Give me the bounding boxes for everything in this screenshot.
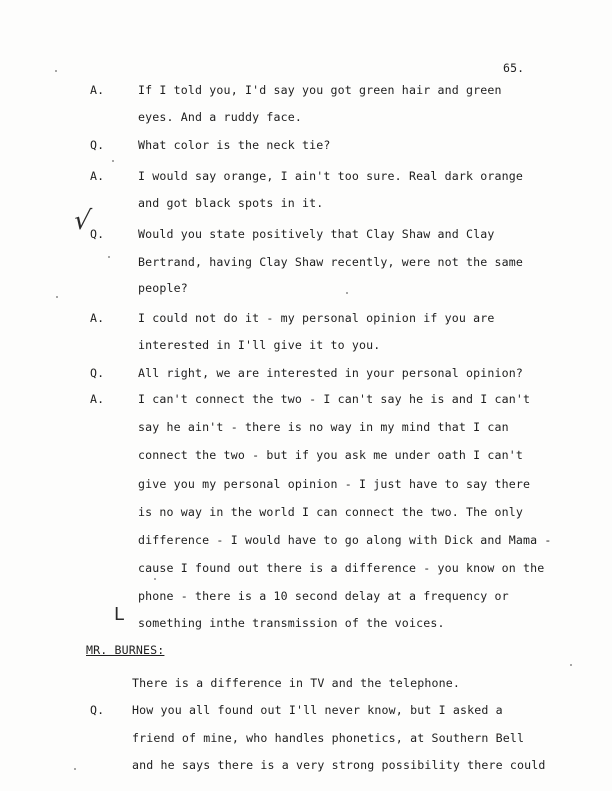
answer-text: connect the two - but if you ask me under oath I can't (138, 448, 524, 462)
speaker-label: A. (90, 83, 105, 97)
question-text: How you all found out I'll never know, but I asked a (132, 703, 503, 717)
answer-text: phone - there is a 10 second delay at a frequency or (138, 589, 509, 603)
question-text: friend of mine, who handles phonetics, at Southern Bell (132, 731, 525, 745)
answer-text: and got black spots in it. (138, 196, 324, 210)
answer-text: is no way in the world I can connect the two. The only (138, 505, 524, 519)
speaker-label: A. (90, 169, 105, 183)
question-text: What color is the neck tie? (138, 138, 331, 152)
question-text: people? (138, 281, 188, 295)
speaker-heading: MR. BURNES: (86, 643, 165, 657)
scan-speck (570, 664, 572, 666)
question-text: All right, we are interested in your personal opinion? (138, 366, 524, 380)
statement-text: There is a difference in TV and the telephone. (132, 676, 460, 690)
speaker-label: Q. (90, 138, 105, 152)
answer-text: I would say orange, I ain't too sure. Real dark orange (138, 169, 524, 183)
answer-text: If I told you, I'd say you got green hair and green (138, 83, 502, 97)
answer-text: I can't connect the two - I can't say he is and I can't (138, 392, 531, 406)
scan-speck (74, 768, 76, 770)
answer-text: difference - I would have to go along with Dick and Mama - (138, 533, 552, 547)
speaker-label: Q. (90, 227, 105, 241)
scan-speck (108, 256, 110, 258)
scan-speck (346, 292, 348, 294)
question-text: Bertrand, having Clay Shaw recently, were not the same (138, 255, 524, 269)
page-number: 65. (503, 61, 525, 75)
answer-text: interested in I'll give it to you. (138, 338, 381, 352)
answer-text: say he ain't - there is no way in my mind that I can (138, 420, 509, 434)
answer-text: give you my personal opinion - I just have to say there (138, 477, 531, 491)
handwritten-bracket-icon: L (114, 604, 125, 625)
handwritten-check-icon: √ (71, 206, 93, 236)
speaker-label: Q. (90, 366, 105, 380)
speaker-label: A. (90, 392, 105, 406)
answer-text: I could not do it - my personal opinion if you are (138, 311, 495, 325)
answer-text: cause I found out there is a difference - you know on the (138, 561, 545, 575)
scan-speck (112, 160, 114, 162)
question-text: and he says there is a very strong possibility there could (132, 758, 546, 772)
speaker-label: A. (90, 311, 105, 325)
answer-text: eyes. And a ruddy face. (138, 110, 302, 124)
scan-speck (56, 296, 58, 298)
question-text: Would you state positively that Clay Shaw and Clay (138, 227, 495, 241)
scan-speck (55, 70, 57, 72)
scan-speck (154, 578, 156, 580)
speaker-label: Q. (90, 703, 105, 717)
answer-text: something inthe transmission of the voices. (138, 616, 445, 630)
